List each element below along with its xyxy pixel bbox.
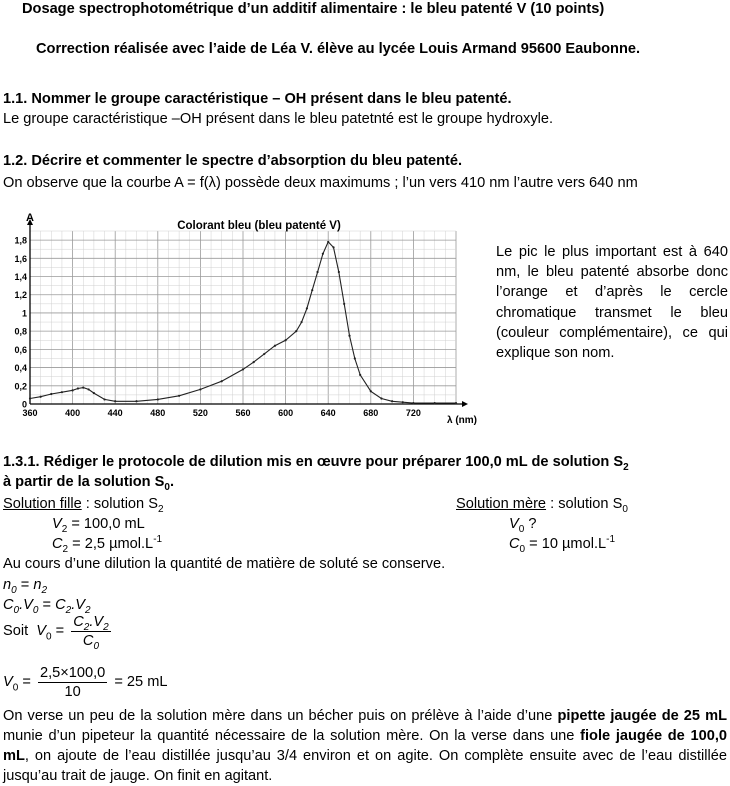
y-tick-label: 0,8: [14, 326, 27, 337]
mother-solution-label: Solution mère : solution $S_0$: [456, 496, 628, 515]
c2-value: $C_2 = 2,5$ $\mu mol.L^{-1}$: [52, 534, 163, 555]
data-point: [77, 387, 79, 389]
data-point: [434, 402, 436, 404]
data-point: [295, 330, 297, 332]
data-point: [338, 271, 340, 273]
fraction-numeric: $\frac{2,5\times 100,0}{10}$: [39, 665, 106, 700]
data-point: [343, 303, 345, 305]
chart-title: Colorant bleu (bleu patenté V): [177, 220, 341, 232]
data-point: [72, 389, 74, 391]
data-point: [253, 361, 255, 363]
equation-moles: $n_0 = n_2$: [3, 577, 48, 596]
y-axis-label: A: [26, 212, 34, 224]
x-tick-label: 600: [278, 408, 294, 418]
x-tick-labels: [22, 408, 420, 418]
question-1-3-1-heading-cont: à partir de la solution $S_0$.: [3, 474, 174, 493]
data-point: [103, 398, 105, 400]
x-tick-label: 440: [107, 408, 123, 418]
x-tick-label: 560: [235, 408, 251, 418]
data-point: [412, 402, 414, 404]
data-point: [327, 241, 329, 243]
data-point: [348, 335, 350, 337]
data-point: [274, 345, 276, 347]
data-point: [332, 246, 334, 248]
question-1-1-answer: Le groupe caractéristique –OH présent dans le bleu patetnté est le groupe hydroxyle.: [3, 111, 554, 127]
equation-v0-formula: Soit $V_0$ = $\frac{C_2.V_2}{C_0}$: [3, 614, 109, 652]
data-point: [455, 402, 457, 404]
x-axis-label: λ (nm): [447, 415, 477, 426]
data-point: [263, 353, 265, 355]
data-point: [29, 397, 31, 399]
data-point: [311, 289, 313, 291]
x-axis-arrow: [462, 401, 468, 407]
credit-line: Correction réalisée avec l’aide de Léa V. élève au lycée Louis Armand 95600 Eaubonne.: [36, 41, 641, 57]
y-tick-label: 1,8: [14, 235, 27, 246]
x-tick-label: 520: [192, 408, 208, 418]
x-tick-label: 360: [22, 408, 38, 418]
data-point: [61, 391, 63, 393]
data-point: [221, 380, 223, 382]
y-tick-label: 1: [21, 308, 27, 319]
x-tick-label: 640: [320, 408, 336, 418]
data-point: [82, 387, 84, 389]
daughter-solution-label: Solution fille : solution $S_2$: [3, 496, 164, 515]
data-point: [322, 253, 324, 255]
x-tick-label: 480: [150, 408, 166, 418]
data-point: [370, 390, 372, 392]
data-point: [242, 368, 244, 370]
data-point: [354, 357, 356, 359]
data-point: [199, 388, 201, 390]
y-tick-label: 1,6: [14, 253, 27, 264]
data-point: [50, 393, 52, 395]
data-point: [402, 401, 404, 403]
data-point: [114, 400, 116, 402]
data-point: [87, 388, 89, 390]
question-1-2-heading: 1.2. Décrire et commenter le spectre d’absorption du bleu patenté.: [3, 153, 463, 169]
y-tick-label: 0,6: [14, 344, 27, 355]
absorption-spectrum-chart: [3, 210, 479, 430]
data-point: [93, 392, 95, 394]
data-point: [380, 397, 382, 399]
x-tick-label: 400: [65, 408, 81, 418]
x-tick-label: 680: [363, 408, 379, 418]
data-point: [40, 396, 42, 398]
fraction-formula: $\frac{C_2.V_2}{C_0}$: [73, 614, 109, 652]
data-point: [391, 400, 393, 402]
y-tick-label: 0,4: [14, 363, 27, 374]
data-point: [135, 400, 137, 402]
data-point: [306, 307, 308, 309]
y-tick-label: 0,2: [14, 381, 27, 392]
x-tick-label: 720: [405, 408, 421, 418]
y-tick-labels: [14, 236, 27, 410]
y-tick-label: 0: [21, 399, 27, 410]
data-point: [316, 271, 318, 273]
data-point: [285, 339, 287, 341]
data-point: [157, 398, 159, 400]
c0-value: $C_0 = 10$ $\mu mol.L^{-1}$: [509, 534, 616, 555]
equation-concentration: $C_0.V_0 = C_2.V_2$: [3, 597, 91, 616]
question-1-1-heading: 1.1. Nommer le groupe caractéristique – OH présent dans le bleu patenté.: [3, 91, 512, 107]
v0-value: $V_0$ ?: [509, 516, 537, 535]
data-point: [359, 374, 361, 376]
y-tick-label: 1,4: [14, 272, 27, 283]
data-point: [178, 395, 180, 397]
conservation-statement: Au cours d’une dilution la quantité de matière de soluté se conserve.: [3, 556, 446, 572]
y-tick-label: 1,2: [14, 290, 27, 301]
data-point: [300, 321, 302, 323]
spectrum-comment: Le pic le plus important est à 640 nm, le bleu patenté absorbe donc l’orange et d’après le cercle chromatique transmet le bleu (couleur complémentaire), ce qui explique son nom.: [496, 244, 728, 362]
page-title: Dosage spectrophotométrique d’un additif alimentaire : le bleu patenté V (10 points): [22, 1, 605, 17]
chart-grid: [30, 231, 456, 404]
equation-v0-numeric: $V_0$ = $\frac{2,5\times 100,0}{10}$ = 25 mL: [3, 665, 168, 700]
question-1-2-answer: On observe que la courbe A = f(λ) possède deux maximums ; l’un vers 410 nm l’autre vers 640 nm: [3, 175, 638, 191]
dilution-protocol: On verse un peu de la solution mère dans un bécher puis on prélève à l’aide d’une pipette jaugée de 25 mL munie d’un pipeteur la quantité nécessaire de la solution mère. On la verse dans une fiole jaugée de 100,0 mL, on ajoute de l’eau distillée jusqu’au 3/4 environ et on agite. On complète ensuite avec de l’eau distillée jusqu’au trait de jauge. On finit en agitant.: [3, 708, 728, 784]
question-1-3-1-heading: 1.3.1. Rédiger le protocole de dilution mis en œuvre pour préparer 100,0 mL de solution $S_2$: [3, 454, 629, 473]
v2-value: $V_2 = 100,0$ mL: [52, 516, 145, 535]
